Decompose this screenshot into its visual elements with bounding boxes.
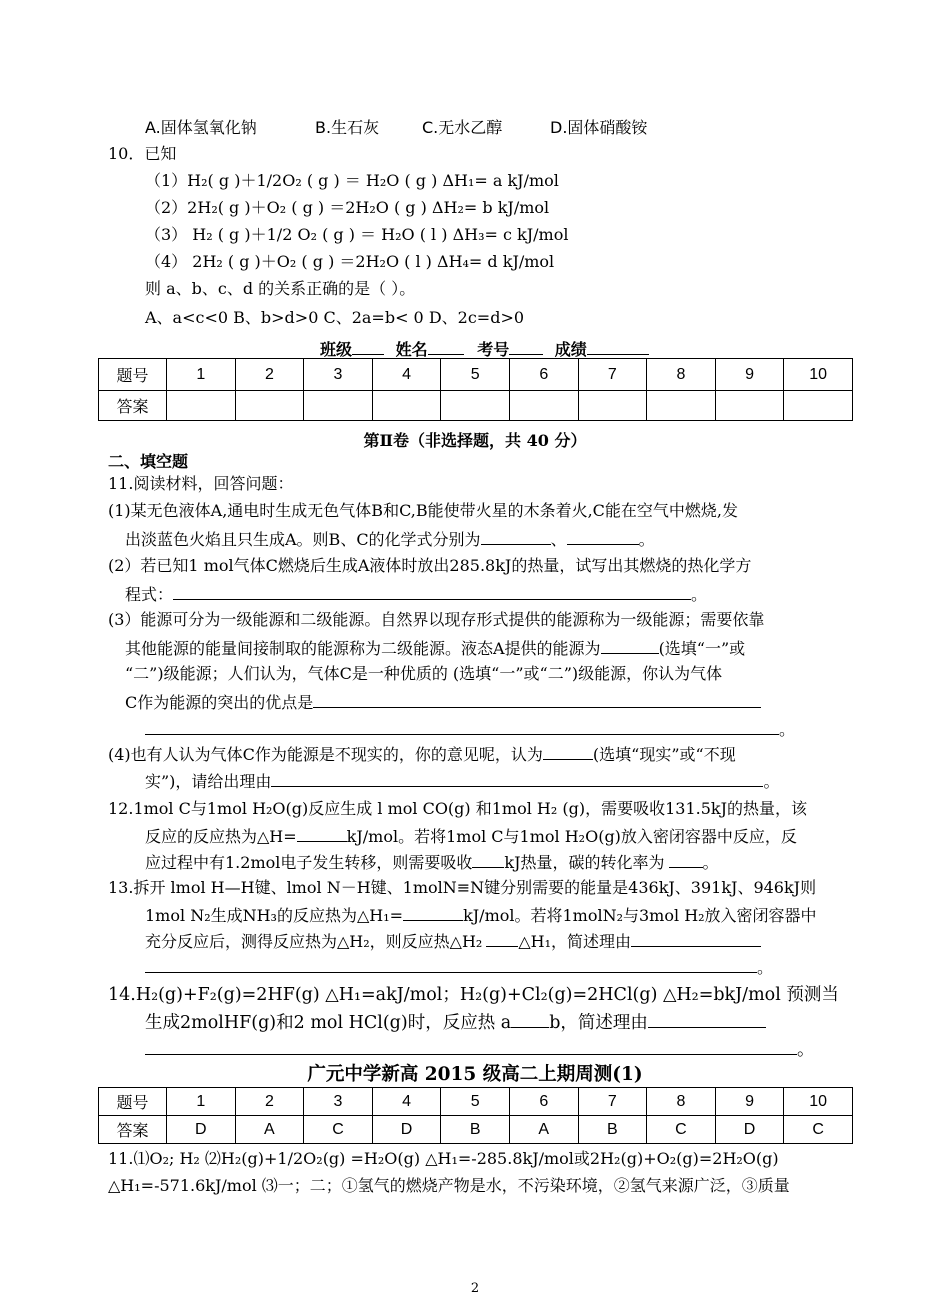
question-number: 9 bbox=[715, 1088, 784, 1116]
name-blank[interactable] bbox=[428, 338, 464, 355]
q10-eq2: （2）2H₂( g )＋O₂ ( g ) ＝2H₂O ( g ) ΔH₂= b kJ/mol bbox=[145, 198, 550, 217]
answer-value: A bbox=[509, 1116, 578, 1144]
q11-p2-line2 bbox=[125, 583, 707, 605]
q10-question: 则 a、b、c、d 的关系正确的是（ ）。 bbox=[145, 279, 416, 298]
table-row-label: 答案 bbox=[99, 1116, 167, 1144]
answer-value: D bbox=[715, 1116, 784, 1144]
question-number: 3 bbox=[304, 359, 373, 391]
question-number: 5 bbox=[441, 1088, 510, 1116]
answer-key-table bbox=[98, 1087, 853, 1144]
q14-reason-blank[interactable] bbox=[648, 1011, 766, 1028]
id-label: 考号 bbox=[477, 340, 510, 359]
student-info bbox=[320, 338, 649, 360]
answer-cell[interactable] bbox=[441, 391, 510, 421]
key-q11-line2: △H₁=-571.6kJ/mol ⑶一；二；①氢气的燃烧产物是水，不污染环境，②氢气来源广泛，③质量 bbox=[108, 1176, 790, 1195]
q11-p3-text: C作为能源的突出的优点是 bbox=[125, 693, 314, 712]
q14-text: 生成2molHF(g)和2 mol HCl(g)时，反应热 a bbox=[145, 1013, 512, 1033]
q13-reason-blank[interactable] bbox=[631, 930, 761, 947]
question-number: 9 bbox=[715, 359, 784, 391]
answer-cell[interactable] bbox=[578, 391, 647, 421]
answer-cell[interactable] bbox=[304, 391, 373, 421]
q10-eq4: （4） 2H₂ ( g )＋O₂ ( g ) ＝2H₂O ( l ) ΔH₄= d kJ/mol bbox=[145, 252, 555, 271]
q12-conversion-blank[interactable] bbox=[669, 851, 703, 868]
answer-value: C bbox=[647, 1116, 716, 1144]
q11-p2-line1: (2）若已知1 mol气体C燃烧后生成A液体时放出285.8kJ的热量，试写出其燃烧的热化学方 bbox=[108, 556, 752, 575]
q12-line2 bbox=[145, 825, 797, 847]
question-number: 3 bbox=[304, 1088, 373, 1116]
question-number: 7 bbox=[578, 359, 647, 391]
q11-p4-end: 。 bbox=[763, 772, 780, 791]
name-label: 姓名 bbox=[395, 340, 428, 359]
class-label: 班级 bbox=[320, 340, 353, 359]
q11-p2-text: 程式： bbox=[125, 585, 174, 604]
q11-p4-choice: (选填“现实”或“不现 bbox=[592, 745, 736, 764]
answer-cell[interactable] bbox=[715, 391, 784, 421]
part2-title: 第Ⅱ卷（非选择题，共 40 分） bbox=[363, 431, 587, 450]
q10-eq1: （1）H₂( g )＋1/2O₂ ( g ) ＝ H₂O ( g ) ΔH₁= a kJ/mol bbox=[145, 171, 559, 190]
score-blank[interactable] bbox=[587, 338, 649, 355]
q11-stem: 11.阅读材料，回答问题： bbox=[108, 474, 294, 493]
q11-p1-line2 bbox=[125, 528, 655, 550]
table-row-label: 题号 bbox=[99, 1088, 167, 1116]
question-number: 5 bbox=[441, 359, 510, 391]
q11-advantage-blank-2[interactable] bbox=[145, 718, 779, 735]
answer-value: D bbox=[372, 1116, 441, 1144]
q11-p3-line5 bbox=[145, 718, 795, 740]
q11-p3-text: 其他能源的能量间接制取的能源称为二级能源。液态A提供的能源为 bbox=[125, 639, 601, 658]
answer-cell[interactable] bbox=[509, 391, 578, 421]
answer-value: C bbox=[784, 1116, 853, 1144]
question-number: 10 bbox=[784, 1088, 853, 1116]
q10-eq3: （3） H₂ ( g )＋1/2 O₂ ( g ) ＝ H₂O ( l ) ΔH₃= c kJ/mol bbox=[145, 225, 569, 244]
q11-p4-text2: 实”)，请给出理由 bbox=[145, 772, 272, 791]
answer-value: A bbox=[235, 1116, 304, 1144]
q11-p4-line1 bbox=[108, 743, 736, 765]
q11-p1-end: 。 bbox=[638, 530, 655, 549]
q11-energy-level-blank[interactable] bbox=[601, 637, 659, 654]
q11-equation-blank[interactable] bbox=[173, 583, 691, 600]
q14-line1: 14.H₂(g)+F₂(g)=2HF(g) △H₁=akJ/mol；H₂(g)+Cl₂(g)=2HCl(g) △H₂=bkJ/mol 预测当 bbox=[108, 985, 839, 1005]
q11-p4-line2 bbox=[145, 770, 779, 792]
q11-p3-choice: (选填“一”或 bbox=[658, 639, 746, 658]
section-title: 二、填空题 bbox=[108, 452, 189, 471]
q13-end: 。 bbox=[757, 958, 774, 977]
q10-options: A、a<c<0 B、b>d>0 C、2a=b< 0 D、2c=d>0 bbox=[145, 308, 525, 327]
question-number: 8 bbox=[647, 1088, 716, 1116]
q9-option-c: C.无水乙醇 bbox=[422, 118, 503, 137]
q12-text3: 应过程中有1.2mol电子发生转移，则需要吸收 bbox=[145, 853, 473, 872]
answer-value: B bbox=[578, 1116, 647, 1144]
q10-stem: 10．已知 bbox=[108, 144, 177, 163]
answer-cell[interactable] bbox=[167, 391, 236, 421]
q14-line2 bbox=[145, 1011, 766, 1034]
q11-reason-blank[interactable] bbox=[271, 770, 763, 787]
question-number: 2 bbox=[235, 359, 304, 391]
question-number: 2 bbox=[235, 1088, 304, 1116]
q13-line2 bbox=[145, 904, 817, 926]
q13-compare-blank[interactable] bbox=[486, 930, 518, 947]
table-row-label: 题号 bbox=[99, 359, 167, 391]
q14-end: 。 bbox=[797, 1040, 815, 1060]
q12-text: 反应的反应热为△H= bbox=[145, 827, 297, 846]
q12-line3 bbox=[145, 851, 719, 873]
q11-p4-text: (4)也有人认为气体C作为能源是不现实的，你的意见呢，认为 bbox=[108, 745, 543, 764]
question-number: 6 bbox=[509, 359, 578, 391]
question-number: 7 bbox=[578, 1088, 647, 1116]
q11-c-formula-blank[interactable] bbox=[567, 528, 639, 545]
q11-b-formula-blank[interactable] bbox=[481, 528, 551, 545]
key-q11-line1: 11.⑴O₂; H₂ ⑵H₂(g)+1/2O₂(g) =H₂O(g) △H₁=-285.8kJ/mol或2H₂(g)+O₂(g)=2H₂O(g) bbox=[108, 1149, 779, 1168]
q11-p2-end: 。 bbox=[691, 585, 708, 604]
q13-dh1-blank[interactable] bbox=[403, 904, 463, 921]
q14-compare-blank[interactable] bbox=[511, 1011, 549, 1028]
q13-reason-blank-2[interactable] bbox=[145, 956, 757, 973]
page-number: 2 bbox=[470, 1281, 480, 1296]
q12-text2: kJ/mol。若将1mol C与1mol H₂O(g)放入密闭容器中反应，反 bbox=[346, 827, 797, 846]
q11-p3-line1: (3）能源可分为一级能源和二级能源。自然界以现存形式提供的能源称为一级能源；需要依靠 bbox=[108, 610, 765, 629]
q13-text3: 充分反应后，测得反应热为△H₂，则反应热△H₂ bbox=[145, 932, 483, 951]
answer-value: B bbox=[441, 1116, 510, 1144]
question-number: 1 bbox=[167, 359, 236, 391]
q9-option-d: D.固体硝酸铵 bbox=[550, 118, 648, 137]
q11-p3-end: 。 bbox=[779, 720, 796, 739]
q11-p3-line4 bbox=[125, 691, 761, 713]
q13-line4 bbox=[145, 956, 773, 978]
question-number: 6 bbox=[509, 1088, 578, 1116]
q13-text: 1mol N₂生成NH₃的反应热为△H₁= bbox=[145, 906, 404, 925]
q14-reason-blank-2[interactable] bbox=[145, 1038, 797, 1055]
q11-p3-line3: “二”)级能源；人们认为，气体C是一种优质的 (选填“一”或“二”)级能源，你认为气体 bbox=[125, 664, 723, 683]
q13-text2: kJ/mol。若将1molN₂与3mol H₂放入密闭容器中 bbox=[463, 906, 817, 925]
q13-line3 bbox=[145, 930, 761, 952]
q11-p1-text: 出淡蓝色火焰且只生成A。则B、C的化学式分别为 bbox=[125, 530, 481, 549]
q12-heat-blank[interactable] bbox=[472, 851, 504, 868]
score-label: 成绩 bbox=[554, 340, 587, 359]
q14-line3 bbox=[145, 1038, 815, 1061]
q9-option-a: A.固体氢氧化钠 bbox=[145, 118, 257, 137]
answer-cell[interactable] bbox=[784, 391, 853, 421]
answer-cell[interactable] bbox=[647, 391, 716, 421]
answer-value: D bbox=[167, 1116, 236, 1144]
class-blank[interactable] bbox=[352, 338, 384, 355]
answer-cell[interactable] bbox=[372, 391, 441, 421]
q11-opinion-blank[interactable] bbox=[543, 743, 593, 760]
q13-line1: 13.拆开 lmol H—H键、lmol N－H键、1molN≡N键分别需要的能量是436kJ、391kJ、946kJ则 bbox=[108, 878, 817, 897]
q9-option-b: B.生石灰 bbox=[315, 118, 380, 137]
q11-p3-line2 bbox=[125, 637, 745, 659]
id-blank[interactable] bbox=[509, 338, 543, 355]
answer-cell[interactable] bbox=[235, 391, 304, 421]
q12-end: 。 bbox=[702, 853, 719, 872]
question-number: 8 bbox=[647, 359, 716, 391]
answer-table bbox=[98, 358, 853, 421]
q12-line1: 12.1mol C与1mol H₂O(g)反应生成 l mol CO(g) 和1mol H₂ (g)，需要吸收131.5kJ的热量，该 bbox=[108, 799, 808, 818]
q11-p1-sep: 、 bbox=[550, 530, 567, 549]
q11-p1-line1: (1)某无色液体A,通电时生成无色气体B和C,B能使带火星的木条着火,C能在空气中燃烧,发 bbox=[108, 501, 738, 520]
q11-advantage-blank[interactable] bbox=[313, 691, 761, 708]
question-number: 10 bbox=[784, 359, 853, 391]
table-row-label: 答案 bbox=[99, 391, 167, 421]
q12-text4: kJ热量，碳的转化率为 bbox=[504, 853, 665, 872]
q13-text4: △H₁，简述理由 bbox=[518, 932, 632, 951]
question-number: 4 bbox=[372, 1088, 441, 1116]
answer-value: C bbox=[304, 1116, 373, 1144]
q12-dh-blank[interactable] bbox=[297, 825, 347, 842]
question-number: 4 bbox=[372, 359, 441, 391]
question-number: 1 bbox=[167, 1088, 236, 1116]
answer-key-title: 广元中学新高 2015 级高二上期周测(1) bbox=[307, 1064, 643, 1085]
q14-text2: b，简述理由 bbox=[549, 1013, 648, 1033]
